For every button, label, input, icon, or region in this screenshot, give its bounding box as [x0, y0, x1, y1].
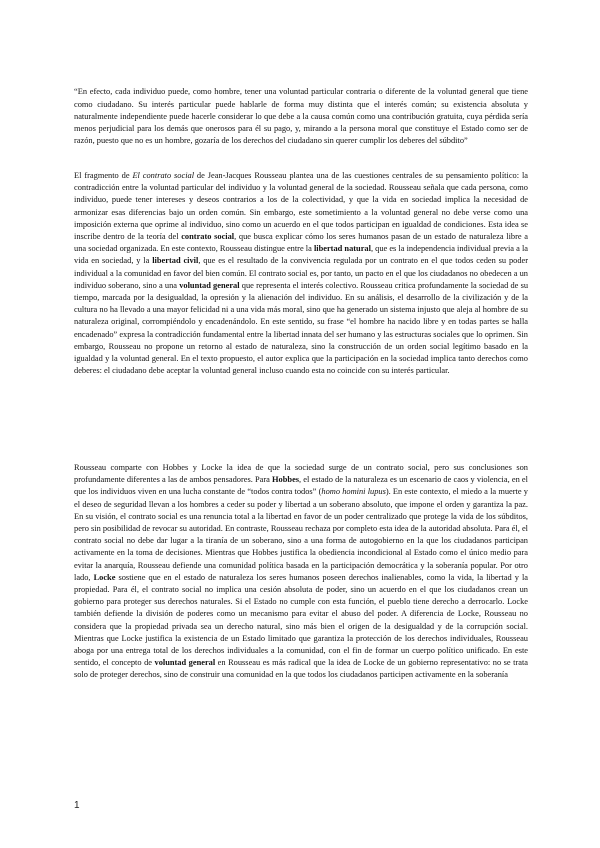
- text-run: ). En este contexto, el miedo a la muerte y el deseo de seguridad llevan a los hombres a ceder su poder y libertad a un soberano absoluto, que impone el orden y garantiza la paz. En su visión, el contrato social es una renuncia total a la libertad en favor de un poder centralizado que protege la vida de los súbditos, pero sin posibilidad de revocar su autoridad. En contraste, Rousseau rechaza por completo esta idea de la autoridad absoluta. Para él, el contrato social no debe dar lugar a la tiranía de un soberano, sino a una forma de autogobierno en la que los ciudadanos participan activamente en la toma de decisiones. Mientras que Hobbes justifica la obediencia incondicional al Estado como el único medio para evitar la anarquía, Rousseau defiende una comunidad política basada en la participación democrática y la soberanía popular. Por otro lado,: [74, 487, 528, 582]
- text-run: El fragmento de: [74, 171, 133, 180]
- text-run: en Rousseau es más radical que la idea de Locke de un gobierno representativo: no se trata solo de proteger derechos, sino de construir una comunidad en la que todos los ciudadanos participen activamente en la soberanía: [74, 658, 528, 680]
- text-run: que representa el interés colectivo. Rousseau critica profundamente la sociedad de su tiempo, marcada por la desigualdad, la opresión y la alienación del individuo. En su análisis, el desarrollo de la civilización y de la cultura no ha llevado a una mayor felicidad ni a una vida más moral, sino que ha generado un sistema injusto que aleja al hombre de su naturaleza original, corrompiéndolo y encadenándolo. En este sentido, su frase “el hombre ha nacido libre y en todas partes se halla encadenado” expresa la contradicción fundamental entre la libertad innata del ser humano y las estructuras sociales que lo oprimen. Sin embargo, Rousseau no propone un retorno al estado de naturaleza, sino la construcción de un orden social legítimo basado en la igualdad y la voluntad general. En el texto propuesto, el autor explica que la participación en la sociedad implica tanto derechos como deberes: el ciudadano debe aceptar la voluntad general incluso cuando esta no coincide con su interés particular.: [74, 280, 529, 376]
- text-run: , que es el resultado de la convivencia regulada por un contrato en el que todos ceden su poder individual a la comunidad en favor del bien común. El contrato social es, por tanto, un pacto en el que los ciudadanos no obedecen a un individuo soberano, sino a una: [74, 256, 529, 290]
- text-run: , el estado de la naturaleza es un escenario de caos y violencia, en el que los individuos viven en una lucha constante de “todos contra todos” (: [74, 475, 528, 497]
- page-number: 1: [74, 800, 80, 811]
- bold-term: libertad civil: [152, 256, 199, 266]
- bold-term: voluntad general: [179, 280, 240, 290]
- bold-term: Locke: [93, 572, 116, 582]
- body-paragraph-2: [74, 462, 528, 682]
- text-run: , que es la independencia individual previa a la vida en sociedad, y la: [74, 244, 528, 266]
- italic-term: El contrato social: [132, 171, 195, 180]
- italic-term: homo homini lupus: [321, 487, 386, 497]
- quote-paragraph: “En efecto, cada individuo puede, como hombre, tener una voluntad particular contraria o diferente de la voluntad general que tiene como ciudadano. Su interés particular puede hablarle de forma muy distinta que el interés común; su existencia absoluta y naturalmente independiente puede hacerle considerar lo que debe a la causa común como una contribución gratuita, cuya pérdida sería menos perjudicial para los demás que onerosos para él su pago, y, mirando a la persona moral que constituye el Estado como ser de razón, puesto que no es un hombre, gozaría de los derechos del ciudadano sin querer cumplir los deberes del súbdito”: [74, 87, 528, 146]
- text-run: , que busca explicar cómo los seres humanos pasan de un estado de naturaleza libre a una sociedad organizada. En este contexto, Rousseau distingue entre la: [74, 232, 528, 254]
- text-run: sostiene que en el estado de naturaleza los seres humanos poseen derechos inalienables, como la vida, la libertad y la propiedad. Para él, el contrato social no implica una cesión absoluta de poder, sino un acuerdo en el que los ciudadanos crean un gobierno para proteger sus derechos naturales. Si el Estado no cumple con esta función, el pueblo tiene derecho a derrocarlo. Locke también defiende la división de poderes como un mecanismo para evitar el abuso del poder. A diferencia de Locke, Rousseau no considera que la propiedad privada sea un derecho natural, sino más bien el origen de la desigualdad y de la corrupción social. Mientras que Locke justifica la existencia de un Estado limitado que garantiza la protección de los derechos individuales, Rousseau aboga por una entrega total de los derechos individuales a la comunidad, con el fin de formar un cuerpo político unificado. En este sentido, el concepto de: [74, 572, 528, 668]
- bold-term: Hobbes: [272, 475, 300, 485]
- bold-term: libertad natural: [313, 244, 371, 254]
- body-paragraph-1: [74, 170, 528, 377]
- bold-term: voluntad general: [154, 658, 216, 668]
- text-run: Rousseau comparte con Hobbes y Locke la idea de que la sociedad surge de un contrato social, pero sus conclusiones son profundamente diferentes a las de ambos pensadores. Para: [74, 463, 528, 485]
- bold-term: contrato social: [181, 232, 235, 242]
- text-run: de Jean-Jacques Rousseau plantea una de las cuestiones centrales de su pensamiento político: la contradicción entre la voluntad particular del individuo y la voluntad general de la sociedad. Rousseau señala que cada persona, como individuo, puede tener intereses y deseos contrarios a los de la colectividad, y que la vida en sociedad implica la necesidad de armonizar esas diferencias bajo un orden común. Sin embargo, este sometimiento a la voluntad general no debe verse como una imposición externa que oprime al individuo, sino como un acuerdo en el que todos participan en igualdad de condiciones. Esta idea se inscribe dentro de la teoría del: [74, 171, 528, 242]
